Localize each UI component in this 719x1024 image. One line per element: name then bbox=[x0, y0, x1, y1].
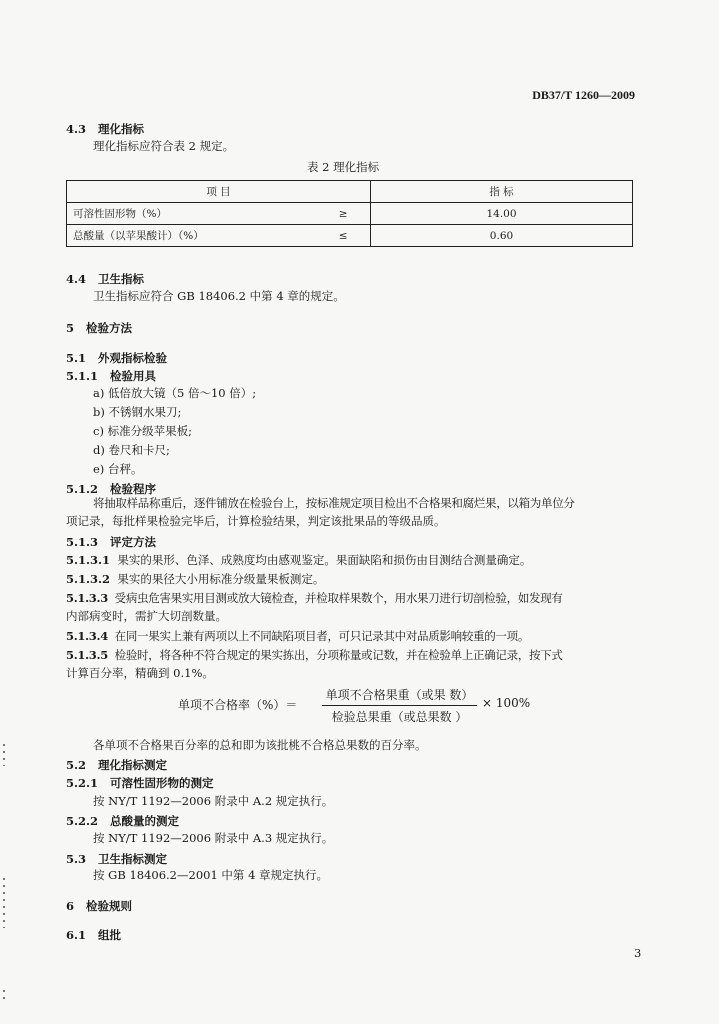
clause-number: 5.1.3.4 bbox=[66, 629, 108, 643]
section-5-2-1-heading bbox=[66, 775, 214, 791]
formula-lhs: 单项不合格率（%）＝ bbox=[178, 698, 298, 712]
section-5-1-3-3 bbox=[66, 591, 563, 605]
section-5-2-heading bbox=[66, 757, 167, 773]
section-5-1-2-heading bbox=[66, 481, 156, 497]
section-5-1-2-line2: 项记录，每批样果检验完毕后，计算检验结果，判定该批果品的等级品质。 bbox=[66, 514, 446, 528]
clause-number: 5.1.3.5 bbox=[66, 648, 108, 662]
section-5-1-3-3-line2: 内部病变时，需扩大切剖数量。 bbox=[66, 609, 227, 623]
table-caption: 表 2 理化指标 bbox=[307, 160, 380, 174]
section-5-heading bbox=[66, 320, 132, 336]
section-5-1-2-line1: 将抽取样品称重后，逐件铺放在检验台上，按标准规定项目检出不合格果和腐烂果，以箱为单位分 bbox=[93, 496, 575, 510]
section-6-heading bbox=[66, 898, 132, 914]
section-4-4-heading bbox=[66, 271, 144, 287]
section-number: 4.4 bbox=[66, 272, 87, 286]
section-5-1-3-2 bbox=[66, 572, 324, 586]
section-number: 5.2 bbox=[66, 758, 87, 772]
section-title: 卫生指标 bbox=[98, 272, 145, 286]
section-5-3-text: 按 GB 18406.2—2001 中第 4 章规定执行。 bbox=[93, 868, 329, 882]
section-title: 检验规则 bbox=[86, 899, 133, 913]
section-number: 5.1.3 bbox=[66, 535, 99, 549]
section-title: 检验方法 bbox=[86, 321, 133, 335]
section-title: 外观指标检验 bbox=[98, 351, 168, 365]
header-item: 项 目 bbox=[67, 181, 371, 203]
row-item: 总酸量（以苹果酸计）（%） bbox=[67, 225, 317, 247]
formula-denominator: 检验总果重（或总果数 ） bbox=[331, 710, 468, 724]
section-title: 理化指标 bbox=[98, 122, 145, 136]
scan-artifact bbox=[3, 990, 5, 1004]
list-item: a) 低倍放大镜（5 倍～10 倍）; bbox=[93, 386, 257, 400]
section-title: 卫生指标测定 bbox=[98, 852, 168, 866]
section-number: 5.1.2 bbox=[66, 482, 99, 496]
formula-multiplier: × 100% bbox=[482, 696, 531, 710]
section-5-1-3-5 bbox=[66, 648, 563, 662]
row-operator: ≤ bbox=[316, 225, 370, 247]
table-row bbox=[67, 225, 633, 247]
section-number: 5.3 bbox=[66, 852, 87, 866]
row-value: 14.00 bbox=[371, 203, 633, 225]
clause-number: 5.1.3.1 bbox=[66, 553, 111, 567]
section-number: 5.1 bbox=[66, 351, 87, 365]
clause-number: 5.1.3.2 bbox=[66, 572, 111, 586]
list-item: d) 卷尺和卡尺; bbox=[93, 443, 170, 457]
clause-text: 果实的果径大小用标准分级量果板测定。 bbox=[117, 572, 325, 586]
clause-text: 在同一果实上兼有两项以上不同缺陷项目者，可只记录其中对品质影响较重的一项。 bbox=[114, 629, 530, 643]
section-number: 5.1.1 bbox=[66, 369, 99, 383]
scan-artifact bbox=[3, 744, 5, 766]
section-4-3-text: 理化指标应符合表 2 规定。 bbox=[93, 139, 235, 153]
clause-text: 受病虫危害果实用目测或放大镜检查，并检取样果数个，用水果刀进行切剖检验，如发现有 bbox=[114, 591, 563, 605]
section-5-1-3-1 bbox=[66, 553, 531, 567]
table-row bbox=[67, 203, 633, 225]
section-5-1-3-5-summary: 各单项不合格果百分率的总和即为该批桃不合格总果数的百分率。 bbox=[93, 738, 427, 752]
section-number: 5.2.1 bbox=[66, 776, 99, 790]
section-5-1-3-4 bbox=[66, 629, 529, 643]
page-number: 3 bbox=[634, 946, 642, 960]
section-5-1-3-5-line2: 计算百分率，精确到 0.1%。 bbox=[66, 666, 214, 680]
row-value: 0.60 bbox=[371, 225, 633, 247]
header-index: 指 标 bbox=[371, 181, 633, 203]
section-title: 评定方法 bbox=[110, 535, 157, 549]
section-number: 6 bbox=[66, 899, 75, 913]
section-5-1-3-heading bbox=[66, 534, 156, 550]
section-title: 理化指标测定 bbox=[98, 758, 168, 772]
section-title: 组批 bbox=[98, 928, 122, 942]
section-4-3-heading bbox=[66, 121, 144, 137]
section-5-2-1-text: 按 NY/T 1192—2006 附录中 A.2 规定执行。 bbox=[93, 794, 334, 808]
section-title: 可溶性固形物的测定 bbox=[110, 776, 214, 790]
section-title: 检验程序 bbox=[110, 482, 157, 496]
section-title: 检验用具 bbox=[110, 369, 157, 383]
section-6-1-heading bbox=[66, 927, 121, 943]
row-operator: ≥ bbox=[316, 203, 370, 225]
document-id: DB37/T 1260—2009 bbox=[532, 88, 635, 102]
section-4-4-text: 卫生指标应符合 GB 18406.2 中第 4 章的规定。 bbox=[93, 289, 345, 303]
scan-artifact bbox=[3, 878, 5, 928]
section-number: 4.3 bbox=[66, 122, 87, 136]
section-title: 总酸量的测定 bbox=[110, 814, 180, 828]
table-header-row bbox=[67, 181, 633, 203]
row-item: 可溶性固形物（%） bbox=[67, 203, 317, 225]
list-item: c) 标准分级苹果板; bbox=[93, 424, 192, 438]
clause-text: 果实的果形、色泽、成熟度均由感观鉴定。果面缺陷和损伤由目测结合测量确定。 bbox=[117, 553, 532, 567]
section-number: 6.1 bbox=[66, 928, 87, 942]
list-item: b) 不锈钢水果刀; bbox=[93, 405, 182, 419]
section-5-2-2-text: 按 NY/T 1192—2006 附录中 A.3 规定执行。 bbox=[93, 831, 334, 845]
formula-fraction bbox=[322, 686, 477, 725]
list-item: e) 台秤。 bbox=[93, 462, 143, 476]
physicochemical-table bbox=[66, 180, 633, 247]
clause-text: 检验时，将各种不符合规定的果实拣出，分项称量或记数，并在检验单上正确记录，按下式 bbox=[114, 648, 563, 662]
section-5-2-2-heading bbox=[66, 813, 179, 829]
clause-number: 5.1.3.3 bbox=[66, 591, 108, 605]
section-number: 5.2.2 bbox=[66, 814, 99, 828]
section-5-1-1-heading bbox=[66, 368, 156, 384]
section-number: 5 bbox=[66, 321, 75, 335]
section-5-1-heading bbox=[66, 350, 167, 366]
formula-numerator: 单项不合格果重（或果 数） bbox=[322, 686, 477, 706]
section-5-3-heading bbox=[66, 851, 167, 867]
